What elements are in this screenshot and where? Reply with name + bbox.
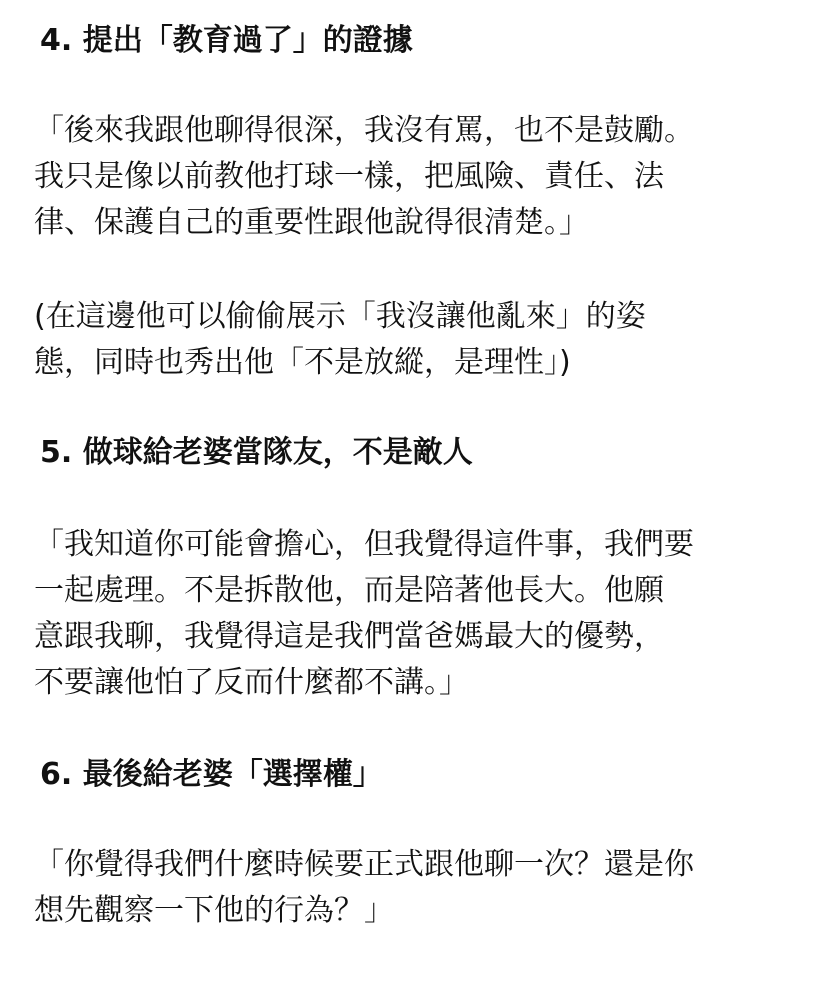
section-6-heading: 6. 最後給老婆「選擇權」 xyxy=(40,757,383,792)
section-4-note xyxy=(34,294,646,386)
section-5-quote xyxy=(34,522,694,706)
text-line: 不要讓他怕了反而什麼都不講。」 xyxy=(34,665,469,700)
section-4-heading: 4. 提出「教育過了」的證據 xyxy=(40,23,413,58)
text-line: 「後來我跟他聊得很深，我沒有罵，也不是鼓勵。 xyxy=(34,113,694,148)
text-line: 態，同時也秀出他「不是放縱，是理性」) xyxy=(34,345,571,380)
section-4-quote xyxy=(34,108,694,246)
text-line: 律、保護自己的重要性跟他說得很清楚。」 xyxy=(34,205,589,240)
text-line: (在這邊他可以偷偷展示「我沒讓他亂來」的姿 xyxy=(34,299,646,334)
section-6-quote xyxy=(34,842,694,934)
text-line: 「我知道你可能會擔心，但我覺得這件事，我們要 xyxy=(34,527,694,562)
text-line: 我只是像以前教他打球一樣，把風險、責任、法 xyxy=(34,159,664,194)
text-line: 一起處理。不是拆散他，而是陪著他長大。他願 xyxy=(34,573,664,608)
text-line: 「你覺得我們什麼時候要正式跟他聊一次？還是你 xyxy=(34,847,694,882)
text-line: 想先觀察一下他的行為？」 xyxy=(34,893,394,928)
section-5-heading: 5. 做球給老婆當隊友，不是敵人 xyxy=(40,435,473,470)
text-line: 意跟我聊，我覺得這是我們當爸媽最大的優勢， xyxy=(34,619,664,654)
